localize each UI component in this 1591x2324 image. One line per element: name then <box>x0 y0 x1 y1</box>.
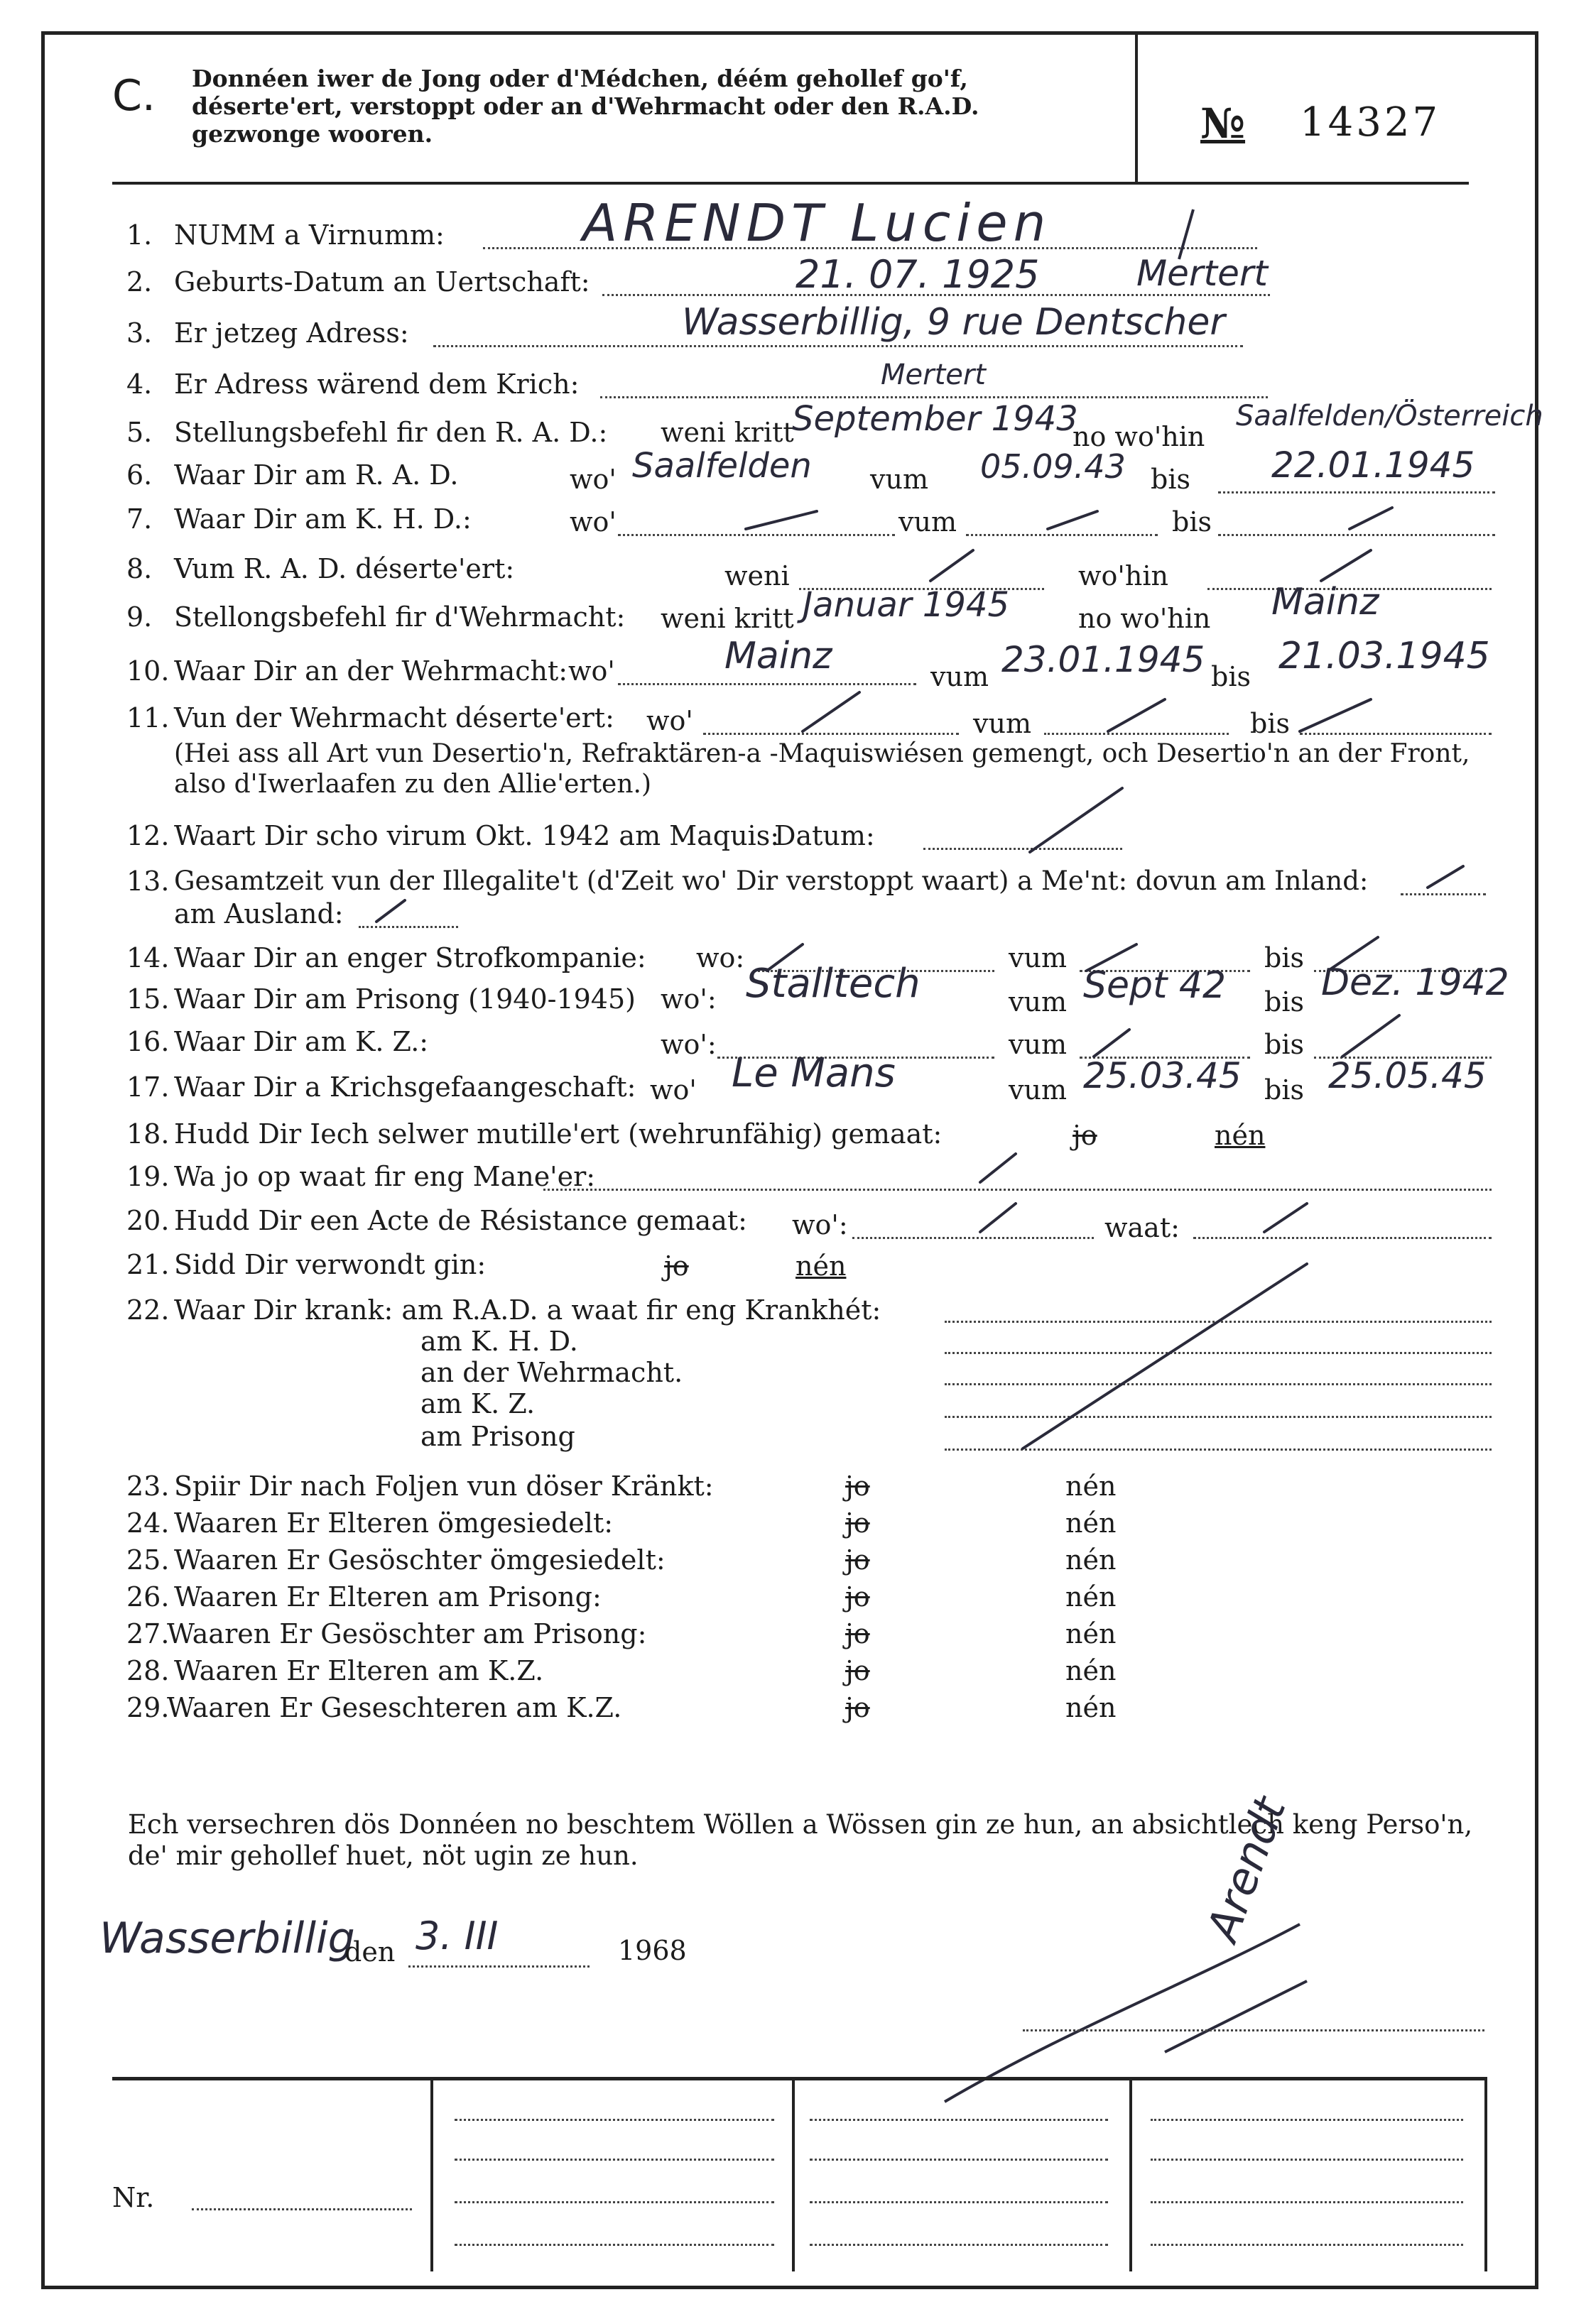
crossout-mark <box>1094 1030 1129 1057</box>
field-label: Stellungsbefehl fir den R. A. D.: <box>174 417 608 448</box>
field-label: vum <box>973 708 1031 739</box>
row-number: 2. <box>126 266 153 298</box>
field-label: Waar Dir am Prisong (1940-1945) <box>174 983 636 1015</box>
field-label: Waar Dir a Krichsgefaangeschaft: <box>174 1071 636 1103</box>
field-line <box>1151 2244 1463 2246</box>
row-number: 8. <box>126 553 153 584</box>
row-number: 14. <box>126 942 170 973</box>
field-label: vum <box>898 506 957 538</box>
field-line <box>1151 2201 1463 2203</box>
field-label: Spiir Dir nach Foljen vun döser Kränkt: <box>174 1471 714 1502</box>
field-label: wo' <box>646 705 693 736</box>
crossout-mark <box>1321 550 1371 581</box>
prison-to: Dez. 1942 <box>1321 961 1509 1004</box>
row-number: 27. <box>126 1618 170 1649</box>
field-label: no wo'hin <box>1078 603 1211 634</box>
field-label: am K. Z. <box>420 1388 536 1419</box>
wehrmacht-place: Mainz <box>724 635 832 677</box>
field-label: wo': <box>792 1209 848 1240</box>
field-line <box>810 2119 1108 2121</box>
field-label: bis <box>1264 986 1304 1018</box>
row-number: 19. <box>126 1161 170 1192</box>
crossout-mark <box>980 1204 1016 1232</box>
field-label: wo'hin <box>1078 560 1168 591</box>
field-label: Gesamtzeit vun der Illegalite't (d'Zeit wo' Dir verstoppt waart) a Me'nt: dovun am Inland: <box>174 866 1369 896</box>
crossout-mark <box>1342 1015 1399 1057</box>
footer-rule <box>112 2077 1487 2080</box>
field-label: bis <box>1211 661 1251 692</box>
field-label: Vun der Wehrmacht déserte'ert: <box>174 702 614 733</box>
row-number: 9. <box>126 601 153 633</box>
prison-from: Sept 42 <box>1083 964 1227 1007</box>
field-label: Sidd Dir verwondt gin: <box>174 1249 487 1280</box>
field-label: wo': <box>661 983 717 1015</box>
field-label: Hudd Dir een Acte de Résistance gemaat: <box>174 1205 747 1236</box>
crossout-mark <box>746 511 817 529</box>
row-number: 6. <box>126 459 153 491</box>
field-line <box>455 2201 774 2203</box>
birth-place: Mertert <box>1136 253 1268 294</box>
field-label: bis <box>1250 708 1290 739</box>
field-label: vum <box>1009 1074 1067 1106</box>
answer-nen: nén <box>1215 1120 1266 1151</box>
field-label: vum <box>870 464 928 495</box>
field-label: Hudd Dir Iech selwer mutille'ert (wehrunfähig) gemaat: <box>174 1118 943 1150</box>
field-label: Er jetzeg Adress: <box>174 317 409 349</box>
answer-jo: jo <box>845 1692 870 1723</box>
footer-divider <box>1484 2077 1487 2271</box>
rad-order-place: Saalfelden/Österreich <box>1236 400 1543 432</box>
row-number: 10. <box>126 655 170 687</box>
field-label: NUMM a Virnumm: <box>174 219 445 251</box>
field-label: Waaren Er Gesöschter am Prisong: <box>167 1618 647 1649</box>
field-label: am K. H. D. <box>420 1326 578 1357</box>
answer-jo: jo <box>664 1250 689 1282</box>
field-label: vum <box>1009 942 1067 973</box>
row-number: 3. <box>126 317 153 349</box>
field-label: den <box>344 1936 396 1968</box>
crossout-mark <box>767 944 803 971</box>
answer-nen: nén <box>1065 1581 1117 1613</box>
field-label: wo' <box>568 655 615 687</box>
row-number: 21. <box>126 1249 170 1280</box>
crossout-mark <box>1023 1264 1307 1449</box>
crossout-mark <box>1030 788 1122 852</box>
field-line <box>810 2201 1108 2203</box>
row-number: 15. <box>126 983 170 1015</box>
field-label: wo' <box>650 1074 697 1106</box>
footer-divider <box>792 2077 795 2271</box>
row-number: 24. <box>126 1507 170 1539</box>
field-label: no wo'hin <box>1073 421 1205 452</box>
crossout-mark <box>980 1154 1016 1182</box>
field-label: Waaren Er Elteren am Prisong: <box>174 1581 602 1613</box>
field-label: Waar Dir am K. Z.: <box>174 1026 429 1057</box>
field-label: wo': <box>661 1029 717 1060</box>
rad-to: 22.01.1945 <box>1271 444 1475 486</box>
answer-jo: jo <box>845 1471 870 1502</box>
row-number: 18. <box>126 1118 170 1150</box>
answer-nen: nén <box>796 1250 847 1282</box>
row-number: 11. <box>126 702 170 733</box>
rad-place: Saalfelden <box>632 446 812 486</box>
answer-jo: jo <box>845 1655 870 1686</box>
field-label: bis <box>1264 942 1304 973</box>
field-line <box>1151 2159 1463 2161</box>
answer-jo: jo <box>845 1544 870 1576</box>
row-number: 1. <box>126 219 153 251</box>
form-number: 14327 <box>1300 99 1441 146</box>
form-title: Donnéen iwer de Jong oder d'Médchen, déém gehollef go'f, déserte'ert, verstoppt oder an d'Wehrmacht oder den R.A.D. gezwonge wooren. <box>192 65 979 148</box>
prison-place: Stalltech <box>746 961 921 1007</box>
section-letter: C. <box>112 71 156 121</box>
nr-label: Nr. <box>112 2182 155 2213</box>
captivity-from: 25.03.45 <box>1083 1055 1242 1096</box>
row-number: 4. <box>126 369 153 400</box>
field-label: Waaren Er Elteren am K.Z. <box>174 1655 544 1686</box>
wehrmacht-from: 23.01.1945 <box>1001 639 1205 680</box>
answer-jo: jo <box>845 1507 870 1539</box>
field-label: Geburts-Datum an Uertschaft: <box>174 266 590 298</box>
row-number: 7. <box>126 503 153 535</box>
crossout-mark <box>1350 508 1392 529</box>
field-label: an der Wehrmacht. <box>420 1357 683 1388</box>
field-label: Datum: <box>774 820 875 851</box>
field-label: weni kritt <box>661 603 794 634</box>
rad-order-date: September 1943 <box>792 399 1078 439</box>
field-label: vum <box>930 661 989 692</box>
current-address: Wasserbillig, 9 rue Dentscher <box>682 301 1225 344</box>
signature-date: 3. III <box>416 1914 499 1958</box>
crossout-mark <box>376 900 405 922</box>
answer-jo: jo <box>1073 1120 1097 1151</box>
row-number: 25. <box>126 1544 170 1576</box>
field-label: Wa jo op waat fir eng Mane'er: <box>174 1161 596 1192</box>
answer-jo: jo <box>845 1618 870 1649</box>
row-number: 5. <box>126 417 153 448</box>
signature: Arendt <box>1196 1790 1296 1948</box>
field-label: Waar Dir am R. A. D. <box>174 459 459 491</box>
crossout-mark <box>1428 866 1463 888</box>
signature-place: Wasserbillig <box>99 1914 355 1963</box>
field-label: Waar Dir an enger Strofkompanie: <box>174 942 646 973</box>
field-label: Waar Dir krank: am R.A.D. a waat fir eng Krankhét: <box>174 1294 881 1326</box>
field-label: weni <box>724 560 790 591</box>
name-value: ARENDT Lucien <box>582 193 1052 253</box>
field-line <box>455 2159 774 2161</box>
desertion-note: (Hei ass all Art vun Desertio'n, Refraktären-a -Maquiswiésen gemengt, och Desertio'n an der Front, also d'Iwerlaafen zu den Allie'erten.) <box>174 739 1470 800</box>
field-label: am Ausland: <box>174 898 344 929</box>
field-label: wo: <box>696 942 745 973</box>
row-number: 22. <box>126 1294 170 1326</box>
row-number: 12. <box>126 820 170 851</box>
field-line <box>455 2119 774 2121</box>
field-line <box>455 2244 774 2246</box>
row-number: 16. <box>126 1026 170 1057</box>
crossout-mark <box>1087 944 1136 971</box>
field-label: Er Adress wärend dem Krich: <box>174 369 580 400</box>
field-line <box>408 1965 590 1968</box>
answer-nen: nén <box>1065 1507 1117 1539</box>
crossout-mark <box>1328 937 1378 971</box>
field-label: wo' <box>570 464 617 495</box>
footer-divider <box>1129 2077 1132 2271</box>
crossout-mark <box>1048 511 1097 529</box>
rad-from: 05.09.43 <box>980 447 1126 486</box>
row-number: 17. <box>126 1071 170 1103</box>
field-label: wo' <box>570 506 617 538</box>
field-label: Waart Dir scho virum Okt. 1942 am Maquis: <box>174 820 780 851</box>
crossout-mark <box>1264 1204 1307 1232</box>
field-label: Waaren Er Geseschteren am K.Z. <box>167 1692 622 1723</box>
field-line <box>810 2244 1108 2246</box>
answer-nen: nén <box>1065 1544 1117 1576</box>
field-line <box>1151 2119 1463 2121</box>
footer-divider <box>430 2077 433 2271</box>
field-label: Waaren Er Elteren ömgesiedelt: <box>174 1507 614 1539</box>
answer-nen: nén <box>1065 1471 1117 1502</box>
row-number: 28. <box>126 1655 170 1686</box>
signature-line <box>1023 2029 1484 2031</box>
field-label: Waar Dir an der Wehrmacht: <box>174 655 568 687</box>
number-label: № <box>1200 99 1246 148</box>
crossout-mark <box>803 692 859 731</box>
war-address: Mertert <box>881 359 986 391</box>
row-number: 26. <box>126 1581 170 1613</box>
field-label: am Prisong <box>420 1421 575 1452</box>
field-label: bis <box>1264 1029 1304 1060</box>
row-number: 23. <box>126 1471 170 1502</box>
wehrmacht-order-place: Mainz <box>1271 581 1379 623</box>
field-label: weni kritt <box>661 417 794 448</box>
answer-nen: nén <box>1065 1655 1117 1686</box>
birth-date: 21. 07. 1925 <box>796 252 1040 297</box>
captivity-place: Le Mans <box>732 1050 896 1096</box>
answer-nen: nén <box>1065 1692 1117 1723</box>
captivity-to: 25.05.45 <box>1328 1055 1487 1096</box>
field-label: waat: <box>1104 1212 1180 1243</box>
field-label: bis <box>1151 464 1190 495</box>
crossout-mark <box>930 550 973 581</box>
row-number: 20. <box>126 1205 170 1236</box>
wehrmacht-to: 21.03.1945 <box>1278 635 1490 677</box>
row-number: 29. <box>126 1692 170 1723</box>
field-label: vum <box>1009 986 1067 1018</box>
field-label: bis <box>1172 506 1212 538</box>
declaration-text: Ech versechren dös Donnéen no beschtem Wöllen a Wössen gin ze hun, an absichtlech keng Perso'n, de' mir gehollef huet, nöt ugin ze hun. <box>128 1809 1473 1872</box>
field-label: vum <box>1009 1029 1067 1060</box>
row-number: 13. <box>126 866 170 897</box>
field-label: bis <box>1264 1074 1304 1106</box>
crossout-mark <box>1300 699 1371 731</box>
field-line <box>810 2159 1108 2161</box>
answer-jo: jo <box>845 1581 870 1613</box>
field-label: Waar Dir am K. H. D.: <box>174 503 472 535</box>
field-label: Stellongsbefehl fir d'Wehrmacht: <box>174 601 626 633</box>
field-line <box>192 2208 412 2210</box>
wehrmacht-order-date: Januar 1945 <box>803 585 1009 625</box>
crossout-mark <box>1108 699 1165 731</box>
field-label: Vum R. A. D. déserte'ert: <box>174 553 515 584</box>
signature-year: 1968 <box>618 1935 687 1966</box>
field-label: Waaren Er Gesöschter ömgesiedelt: <box>174 1544 666 1576</box>
answer-nen: nén <box>1065 1618 1117 1649</box>
